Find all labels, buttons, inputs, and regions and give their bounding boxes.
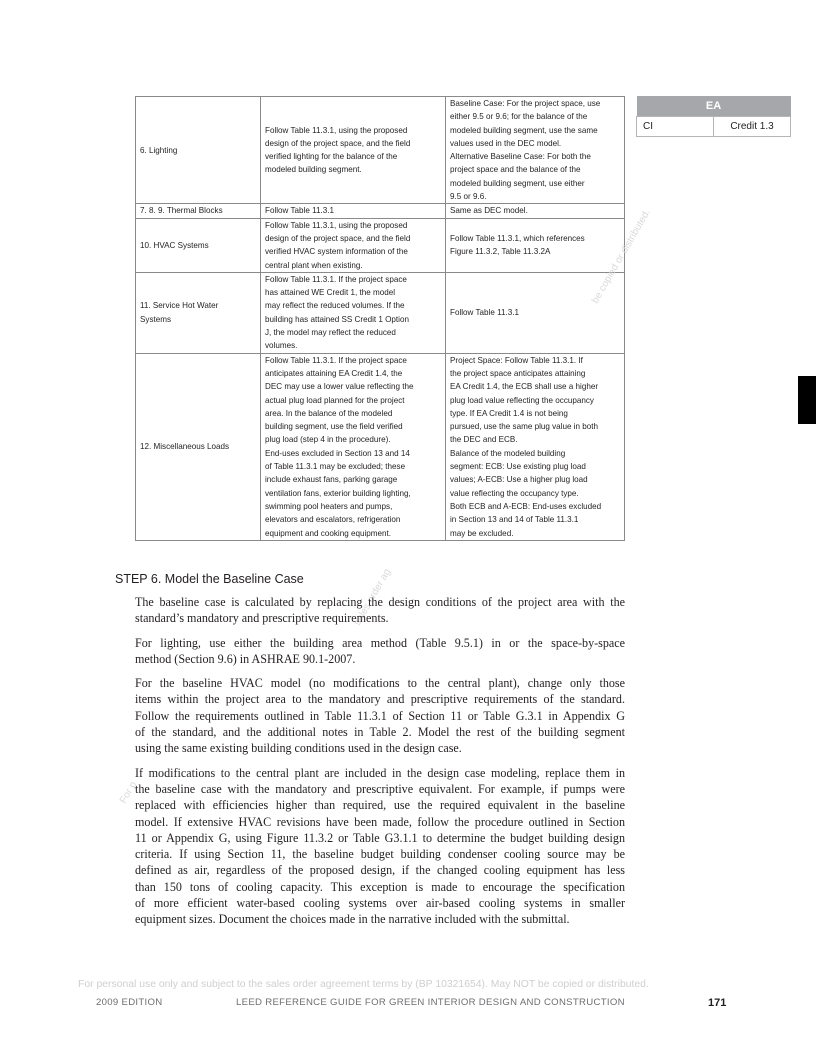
paragraph-line: 11 or Appendix G, using Figure 11.3.2 or Table G3.1.1 to determine the budget building design bbox=[135, 830, 625, 845]
cell-text-line: Follow Table 11.3.1, using the proposed bbox=[265, 220, 408, 230]
cell-text-line: type. If EA Credit 1.4 is not being bbox=[450, 408, 568, 418]
cell-text-line: ventilation fans, exterior building lighting, bbox=[265, 488, 411, 498]
paragraph-line: than 150 tons of cooling capacity. This exception is made to encourage the specification bbox=[135, 879, 625, 894]
table-row bbox=[136, 272, 625, 353]
cell-text-line: include exhaust fans, parking garage bbox=[265, 475, 398, 485]
cell-text-line: actual plug load planned for the project bbox=[265, 395, 405, 405]
cell-text-line: area. In the balance of the modeled bbox=[265, 408, 393, 418]
cell-text-line: either 9.5 or 9.6; for the balance of the bbox=[450, 112, 588, 122]
cell-text-line: modeled building segment, use the same bbox=[450, 125, 598, 135]
cell-text-line: verified HVAC system information of the bbox=[265, 247, 408, 257]
body-text bbox=[135, 594, 625, 936]
ea-header: EA bbox=[637, 96, 791, 117]
cell-text-line: values; A-ECB: Use a higher plug load bbox=[450, 475, 588, 485]
cell-text-line: End-uses excluded in Section 13 and 14 bbox=[265, 448, 410, 458]
cell-text-line: the project space anticipates attaining bbox=[450, 368, 586, 378]
cell-text-line: 6. Lighting bbox=[140, 145, 178, 155]
body-paragraph bbox=[135, 765, 625, 928]
cell-text-line: elevators and escalators, refrigeration bbox=[265, 515, 401, 525]
cell-text-line: values used in the DEC model. bbox=[450, 138, 562, 148]
table-cell bbox=[136, 204, 261, 218]
table-cell bbox=[136, 353, 261, 540]
cell-text-line: 10. HVAC Systems bbox=[140, 240, 209, 250]
cell-text-line: 9.5 or 9.6. bbox=[450, 192, 487, 202]
cell-text-line: 11. Service Hot Water bbox=[140, 301, 219, 311]
paragraph-line: replaced with efficiencies higher than required, use the required equivalent in the baseline bbox=[135, 798, 625, 813]
cell-text-line: design of the project space, and the field bbox=[265, 138, 411, 148]
paragraph-line: using the same existing building conditions used in the design case. bbox=[135, 741, 462, 756]
cell-text-line: Project Space: Follow Table 11.3.1. If bbox=[450, 355, 583, 365]
cell-text-line: verified lighting for the balance of the bbox=[265, 152, 398, 162]
table-cell bbox=[261, 97, 446, 204]
footer-title: LEED REFERENCE GUIDE FOR GREEN INTERIOR DESIGN AND CONSTRUCTION bbox=[236, 997, 625, 1008]
cell-text-line: modeled building segment. bbox=[265, 165, 362, 175]
cell-text-line: J, the model may reflect the reduced bbox=[265, 328, 396, 338]
table-cell bbox=[261, 272, 446, 353]
table-cell bbox=[446, 204, 625, 218]
cell-text-line: Follow Table 11.3.1. If the project space bbox=[265, 355, 407, 365]
table-cell bbox=[261, 218, 446, 272]
cell-text-line: anticipates attaining EA Credit 1.4, the bbox=[265, 368, 403, 378]
paragraph-line: The baseline case is calculated by replacing the design conditions of the project area with the bbox=[135, 595, 625, 609]
cell-text-line: modeled building segment, use either bbox=[450, 178, 585, 188]
cell-text-line: Baseline Case: For the project space, use bbox=[450, 99, 601, 108]
cell-text-line: volumes. bbox=[265, 341, 298, 351]
ea-credit-box bbox=[636, 96, 791, 137]
cell-text-line: pursued, use the same plug value in both bbox=[450, 422, 599, 432]
section-tab-marker bbox=[798, 376, 816, 424]
cell-text-line: 12. Miscellaneous Loads bbox=[140, 442, 230, 452]
cell-text-line: swimming pool heaters and pumps, bbox=[265, 501, 393, 511]
table-cell bbox=[261, 353, 446, 540]
cell-text-line: value reflecting the occupancy type. bbox=[450, 488, 579, 498]
paragraph-line: the baseline case with the mandatory and prescriptive equivalent. For example, if pumps were bbox=[135, 781, 625, 796]
cell-text-line: EA Credit 1.4, the ECB shall use a higher bbox=[450, 382, 599, 392]
baseline-requirements-table bbox=[135, 96, 625, 541]
ea-credit-number: Credit 1.3 bbox=[714, 117, 791, 137]
cell-text-line: Follow Table 11.3.1 bbox=[265, 206, 334, 216]
watermark-diagonal: be copied or distributed. bbox=[590, 207, 653, 306]
paragraph-line: For lighting, use either the building area method (Table 9.5.1) in or the space-by-space bbox=[135, 635, 625, 650]
cell-text-line: plug load (step 4 in the procedure). bbox=[265, 435, 391, 445]
cell-text-line: Systems bbox=[140, 314, 172, 324]
table-cell bbox=[446, 218, 625, 272]
cell-text-line: may reflect the reduced volumes. If the bbox=[265, 301, 405, 311]
paragraph-line: method (Section 9.6) in ASHRAE 90.1-2007. bbox=[135, 651, 356, 666]
cell-text-line: building segment, use the field verified bbox=[265, 422, 403, 432]
footer-edition: 2009 EDITION bbox=[96, 997, 163, 1008]
cell-text-line: Follow Table 11.3.1, using the proposed bbox=[265, 125, 408, 135]
cell-text-line: Both ECB and A-ECB: End-uses excluded bbox=[450, 501, 602, 511]
table-cell bbox=[136, 97, 261, 204]
table-cell bbox=[446, 353, 625, 540]
paragraph-line: items within the project area to the mandatory and prescriptive requirements of the standard. bbox=[135, 692, 625, 707]
cell-text-line: has attained WE Credit 1, the model bbox=[265, 288, 396, 298]
cell-text-line: of Table 11.3.1 may be excluded; these bbox=[265, 462, 406, 472]
cell-text-line: in Section 13 and 14 of Table 11.3.1 bbox=[450, 515, 579, 525]
step-heading: STEP 6. Model the Baseline Case bbox=[115, 572, 304, 586]
cell-text-line: may be excluded. bbox=[450, 528, 514, 538]
cell-text-line: project space and the balance of the bbox=[450, 165, 581, 175]
cell-text-line: Figure 11.3.2, Table 11.3.2A bbox=[450, 247, 551, 257]
table-cell bbox=[136, 272, 261, 353]
cell-text-line: Follow Table 11.3.1, which references bbox=[450, 233, 585, 243]
paragraph-line: standard’s mandatory and prescriptive requirements. bbox=[135, 611, 389, 626]
page-number: 171 bbox=[708, 997, 727, 1009]
paragraph-line: For the baseline HVAC model (no modifications to the central plant), change only those bbox=[135, 676, 625, 691]
table-row bbox=[136, 353, 625, 540]
paragraph-line: of the standard, and the additional notes in Table 2. Model the rest of the building segment bbox=[135, 725, 625, 740]
cell-text-line: Follow Table 11.3.1 bbox=[450, 308, 519, 318]
body-paragraph bbox=[135, 675, 625, 756]
table-cell bbox=[446, 97, 625, 204]
table-cell bbox=[136, 218, 261, 272]
body-paragraph bbox=[135, 594, 625, 627]
paragraph-line: of more efficient water-based cooling systems over air-based cooling systems in smaller bbox=[135, 896, 625, 911]
watermark-diagonal: sales order ag bbox=[352, 567, 394, 628]
cell-text-line: 7. 8. 9. Thermal Blocks bbox=[140, 206, 223, 216]
body-paragraph bbox=[135, 635, 625, 668]
cell-text-line: design of the project space, and the field bbox=[265, 233, 411, 243]
cell-text-line: DEC may use a lower value reflecting the bbox=[265, 382, 414, 392]
cell-text-line: equipment and cooking equipment. bbox=[265, 528, 391, 538]
paragraph-line: model. If extensive HVAC revisions have been made, follow the procedure outlined in Section bbox=[135, 814, 625, 829]
cell-text-line: Alternative Baseline Case: For both the bbox=[450, 152, 591, 162]
table-cell bbox=[261, 204, 446, 218]
paragraph-line: If modifications to the central plant are included in the design case modeling, replace them in bbox=[135, 765, 625, 780]
watermark-diagonal: For p bbox=[118, 779, 140, 806]
watermark-footer: For personal use only and subject to the sales order agreement terms by (BP 10321654). May NOT be copied or distributed. bbox=[78, 979, 649, 990]
paragraph-line: Follow the requirements outlined in Table 11.3.1 of Section 11 or Table G.3.1 in Appendix G bbox=[135, 708, 625, 723]
paragraph-line: equipment sizes. Document the choices made in the narrative included with the submittal. bbox=[135, 912, 570, 927]
table-row bbox=[136, 204, 625, 218]
cell-text-line: Balance of the modeled building bbox=[450, 448, 566, 458]
ea-rating-system: CI bbox=[637, 117, 714, 137]
cell-text-line: Same as DEC model. bbox=[450, 206, 528, 216]
paragraph-line: defined as air, regardless of the proposed design, if the changed cooling equipment has less bbox=[135, 863, 625, 878]
cell-text-line: plug load value reflecting the occupancy bbox=[450, 395, 594, 405]
table-row bbox=[136, 218, 625, 272]
cell-text-line: the DEC and ECB. bbox=[450, 435, 518, 445]
paragraph-line: criteria. If using Section 11, the baseline budget building condenser cooling source may be bbox=[135, 847, 625, 862]
cell-text-line: building has attained SS Credit 1 Option bbox=[265, 314, 409, 324]
cell-text-line: central plant when existing. bbox=[265, 260, 363, 270]
cell-text-line: Follow Table 11.3.1. If the project space bbox=[265, 274, 407, 284]
table-row bbox=[136, 97, 625, 204]
cell-text-line: segment: ECB: Use existing plug load bbox=[450, 462, 586, 472]
